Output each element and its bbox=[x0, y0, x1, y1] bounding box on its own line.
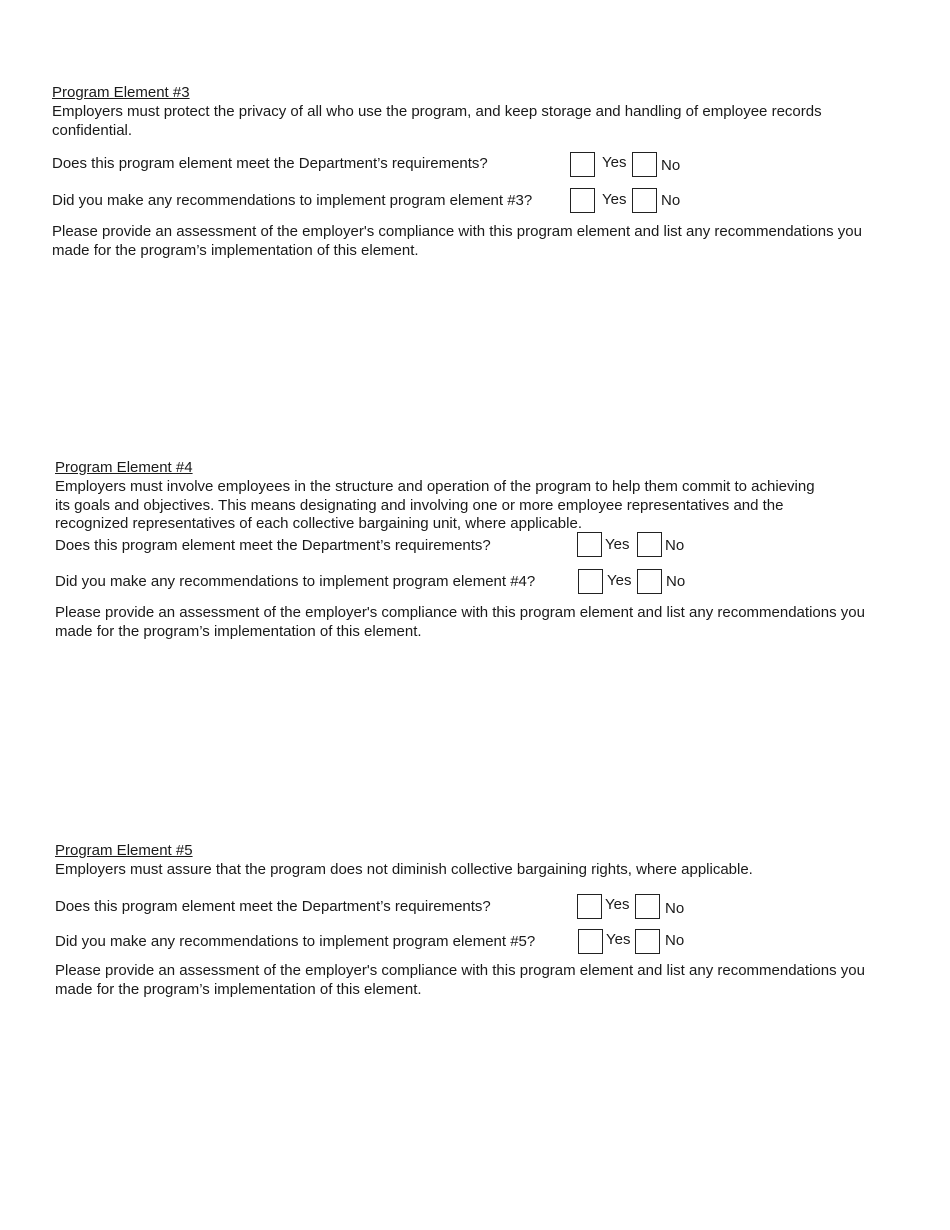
section-heading: Program Element #4 bbox=[55, 459, 193, 476]
recommendations-no-checkbox[interactable] bbox=[632, 188, 657, 213]
yes-label: Yes bbox=[605, 536, 630, 553]
recommendations-yes-checkbox[interactable] bbox=[570, 188, 595, 213]
recommendations-no-checkbox[interactable] bbox=[635, 929, 660, 954]
requirements-no-checkbox[interactable] bbox=[632, 152, 657, 177]
yes-label: Yes bbox=[607, 572, 632, 589]
requirements-no-checkbox[interactable] bbox=[637, 532, 662, 557]
yes-label: Yes bbox=[602, 154, 627, 171]
section-heading: Program Element #3 bbox=[52, 84, 190, 101]
assessment-prompt: Please provide an assessment of the employer's compliance with this program element and list any recommendations you made for the program’s implementation of this element. bbox=[55, 604, 865, 640]
recommendations-question: Did you make any recommendations to implement program element #4? bbox=[55, 573, 536, 590]
section-description: Employers must protect the privacy of all who use the program, and keep storage and handling of employee records confidential. bbox=[52, 103, 822, 139]
requirements-no-checkbox[interactable] bbox=[635, 894, 660, 919]
requirements-yes-checkbox[interactable] bbox=[577, 532, 602, 557]
requirements-yes-checkbox[interactable] bbox=[577, 894, 602, 919]
recommendations-question: Did you make any recommendations to implement program element #5? bbox=[55, 933, 536, 950]
requirements-question: Does this program element meet the Department’s requirements? bbox=[52, 155, 488, 172]
recommendations-no-checkbox[interactable] bbox=[637, 569, 662, 594]
requirements-yes-checkbox[interactable] bbox=[570, 152, 595, 177]
recommendations-yes-checkbox[interactable] bbox=[578, 569, 603, 594]
no-label: No bbox=[666, 573, 686, 590]
assessment-prompt: Please provide an assessment of the employer's compliance with this program element and list any recommendations you made for the program’s implementation of this element. bbox=[55, 962, 865, 998]
no-label: No bbox=[665, 932, 685, 949]
section-heading: Program Element #5 bbox=[55, 842, 193, 859]
yes-label: Yes bbox=[606, 931, 631, 948]
recommendations-question: Did you make any recommendations to implement program element #3? bbox=[52, 192, 533, 209]
no-label: No bbox=[661, 192, 681, 209]
yes-label: Yes bbox=[602, 191, 627, 208]
requirements-question: Does this program element meet the Department’s requirements? bbox=[55, 898, 491, 915]
no-label: No bbox=[665, 537, 685, 554]
section-description: Employers must assure that the program does not diminish collective bargaining rights, where applicable. bbox=[55, 861, 753, 878]
requirements-question: Does this program element meet the Department’s requirements? bbox=[55, 537, 491, 554]
no-label: No bbox=[665, 900, 685, 917]
section-description: Employers must involve employees in the structure and operation of the program to help them commit to achieving its goals and objectives. This means designating and involving one or more employee representatives and the recognized representatives of each collective bargaining unit, where applicable. bbox=[55, 478, 815, 532]
yes-label: Yes bbox=[605, 896, 630, 913]
no-label: No bbox=[661, 157, 681, 174]
assessment-prompt: Please provide an assessment of the employer's compliance with this program element and list any recommendations you made for the program’s implementation of this element. bbox=[52, 223, 862, 259]
recommendations-yes-checkbox[interactable] bbox=[578, 929, 603, 954]
